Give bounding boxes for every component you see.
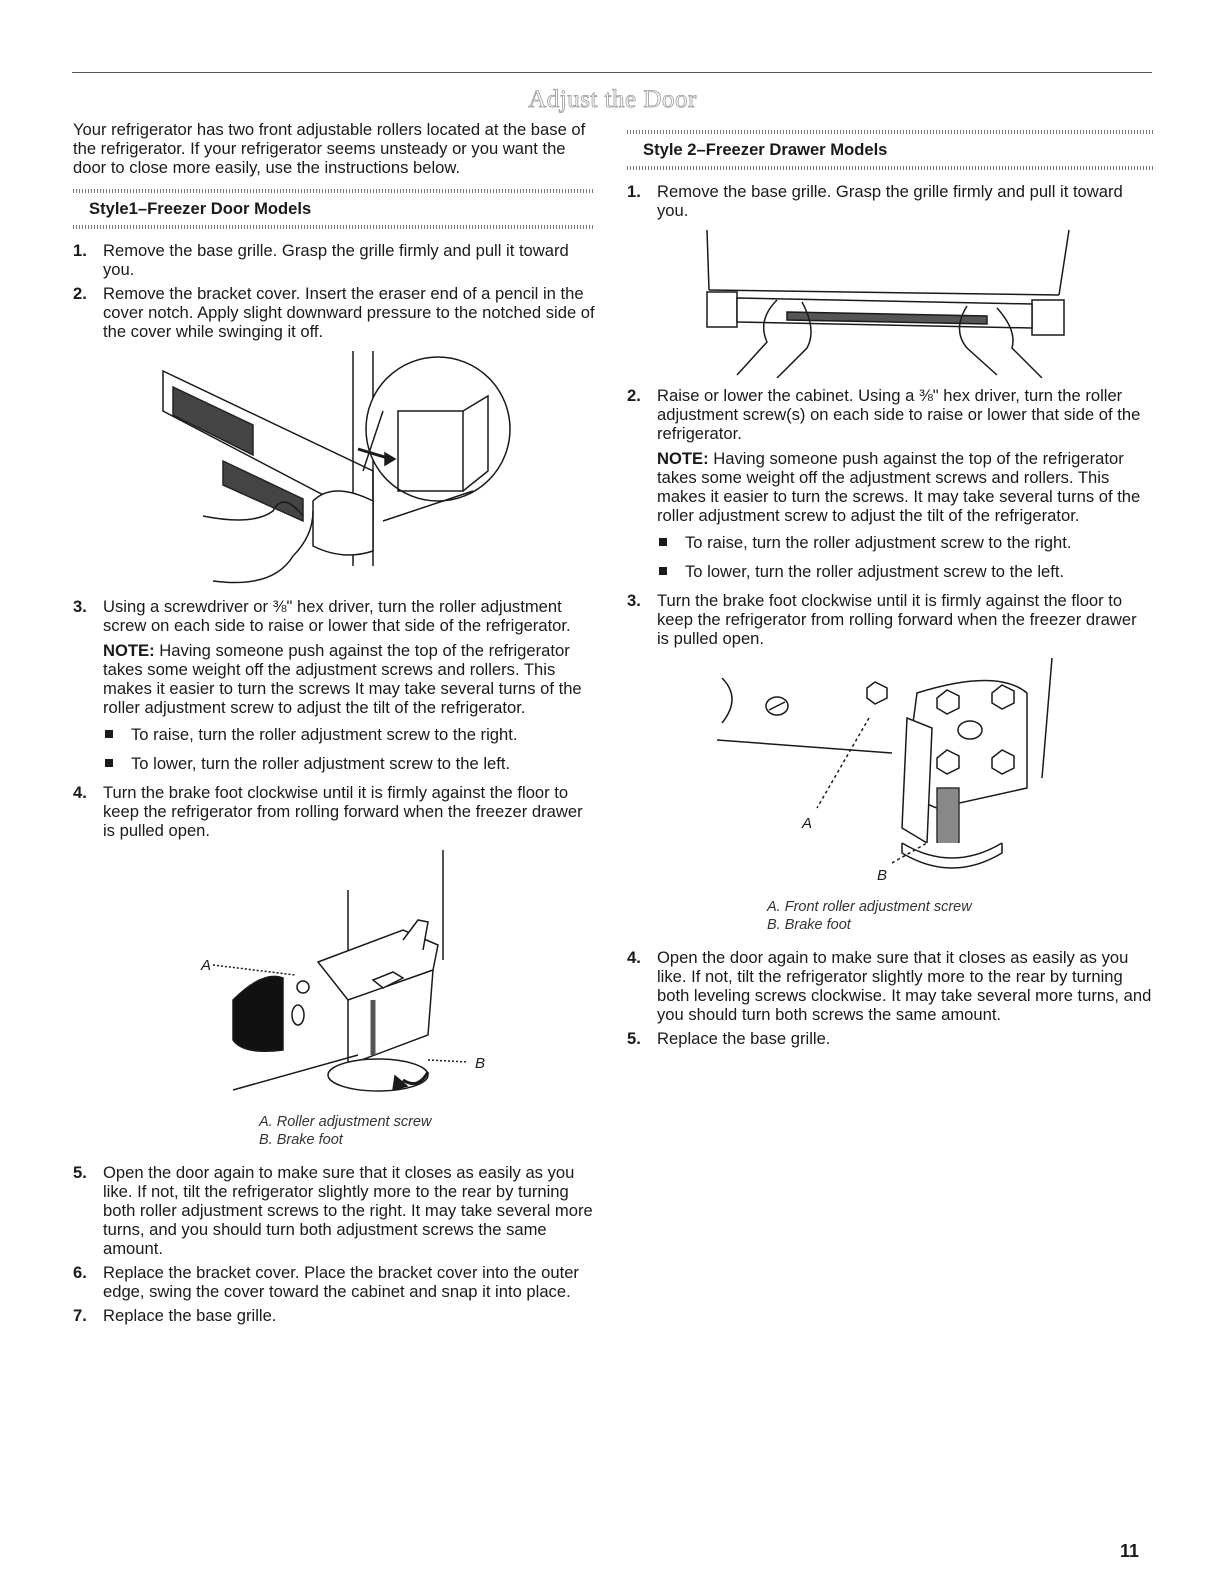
intro-paragraph: Your refrigerator has two front adjustable rollers located at the base of the refrigerator. If your refrigerator seems unsteady or you want the door to close more easily, use the instructions below. bbox=[73, 120, 586, 177]
steps-list bbox=[627, 948, 1153, 1048]
figure-caption bbox=[259, 1113, 595, 1149]
bullet-list bbox=[103, 725, 595, 773]
base-grille-illustration bbox=[697, 230, 1153, 378]
caption-a: A. Roller adjustment screw bbox=[259, 1114, 432, 1130]
step-item bbox=[73, 1306, 595, 1325]
steps-list bbox=[73, 241, 595, 341]
bullet-item bbox=[103, 725, 595, 744]
step-text: Turn the brake foot clockwise until it is firmly against the floor to keep the refrigerator from rolling forward when the freezer drawer is pulled open. bbox=[103, 783, 583, 840]
caption-a: A. Front roller adjustment screw bbox=[767, 899, 972, 915]
step-item bbox=[73, 1263, 595, 1301]
note-label: NOTE: bbox=[657, 449, 709, 468]
caption-b: B. Brake foot bbox=[259, 1132, 343, 1148]
step-text: Raise or lower the cabinet. Using a ⅜" hex driver, turn the roller adjustment screw(s) on each side to raise or lower that side of the refrigerator. bbox=[657, 386, 1141, 443]
step-text: Remove the base grille. Grasp the grille firmly and pull it toward you. bbox=[657, 182, 1123, 220]
step-number: 6. bbox=[73, 1263, 87, 1282]
note-text: Having someone push against the top of the refrigerator takes some weight off the adjustment screws and rollers. This makes it easier to turn the screws. It may take several turns of the roller adjustment screw to adjust the tilt of the refrigerator. bbox=[657, 449, 1141, 525]
bracket-cover-illustration bbox=[143, 351, 595, 589]
bullet-text: To raise, turn the roller adjustment screw to the right. bbox=[131, 725, 518, 744]
right-column bbox=[627, 130, 1153, 1053]
step-item bbox=[627, 591, 1153, 648]
section-heading: Style 2–Freezer Drawer Models bbox=[643, 140, 888, 159]
bullet-square-icon bbox=[105, 730, 113, 738]
figure-label-b: B bbox=[475, 1055, 486, 1072]
step-text: Open the door again to make sure that it closes as easily as you like. If not, tilt the refrigerator slightly more to the rear by turning both roller adjustment screws to the right. It may take several more turns, and you should turn both adjustment screws the same amount. bbox=[103, 1163, 593, 1258]
note-text: Having someone push against the top of the refrigerator takes some weight off the adjustment screws and rollers. This makes it easier to turn the screws It may take several turns of the roller adjustment screw to adjust the tilt of the refrigerator. bbox=[103, 641, 582, 717]
figure-label-b: B bbox=[877, 867, 888, 884]
figure-label-a: A bbox=[802, 815, 813, 832]
front-roller-illustration bbox=[697, 658, 1153, 890]
step-number: 3. bbox=[627, 591, 641, 610]
note-paragraph bbox=[103, 641, 595, 717]
step-item bbox=[627, 1029, 1153, 1048]
note-paragraph bbox=[657, 449, 1153, 525]
step-text: Remove the base grille. Grasp the grille firmly and pull it toward you. bbox=[103, 241, 569, 279]
step-number: 4. bbox=[73, 783, 87, 802]
top-rule bbox=[72, 72, 1152, 73]
step-item bbox=[73, 783, 595, 840]
step-text: Using a screwdriver or ⅜" hex driver, turn the roller adjustment screw on each side to raise or lower that side of the refrigerator. bbox=[103, 597, 571, 635]
step-number: 2. bbox=[627, 386, 641, 405]
bullet-square-icon bbox=[659, 567, 667, 575]
bullet-square-icon bbox=[105, 759, 113, 767]
bullet-list bbox=[657, 533, 1153, 581]
steps-list bbox=[627, 386, 1153, 648]
bullet-item bbox=[657, 562, 1153, 581]
bullet-item bbox=[657, 533, 1153, 552]
steps-list bbox=[627, 182, 1153, 220]
bullet-item bbox=[103, 754, 595, 773]
step-text: Replace the base grille. bbox=[103, 1306, 277, 1325]
step-text: Open the door again to make sure that it closes as easily as you like. If not, tilt the refrigerator slightly more to the rear by turning both leveling screws clockwise. It may take several more turns, and you should turn both screws the same amount. bbox=[657, 948, 1152, 1024]
step-item bbox=[627, 386, 1153, 581]
step-text: Remove the bracket cover. Insert the eraser end of a pencil in the cover notch. Apply slight downward pressure to the notched side of the cover while swinging it off. bbox=[103, 284, 595, 341]
step-number: 3. bbox=[73, 597, 87, 616]
bullet-text: To raise, turn the roller adjustment screw to the right. bbox=[685, 533, 1072, 552]
section-header-style1 bbox=[73, 189, 595, 229]
page-title: Adjust the Door bbox=[528, 86, 697, 113]
bullet-text: To lower, turn the roller adjustment screw to the left. bbox=[685, 562, 1065, 581]
step-number: 1. bbox=[627, 182, 641, 201]
section-heading: Style1–Freezer Door Models bbox=[89, 199, 312, 218]
step-number: 5. bbox=[73, 1163, 87, 1182]
hatch-rule bbox=[627, 166, 1153, 170]
step-text: Turn the brake foot clockwise until it is firmly against the floor to keep the refrigerator from rolling forward when the freezer drawer is pulled open. bbox=[657, 591, 1137, 648]
step-item bbox=[73, 1163, 595, 1258]
step-item bbox=[73, 597, 595, 773]
step-number: 1. bbox=[73, 241, 87, 260]
brake-foot-illustration bbox=[73, 850, 595, 1105]
figure-caption bbox=[767, 898, 1153, 934]
section-header-style2 bbox=[627, 130, 1153, 170]
step-item bbox=[627, 182, 1153, 220]
step-number: 7. bbox=[73, 1306, 87, 1325]
caption-b: B. Brake foot bbox=[767, 917, 851, 933]
steps-list bbox=[73, 1163, 595, 1325]
note-label: NOTE: bbox=[103, 641, 155, 660]
step-item bbox=[73, 241, 595, 279]
step-item bbox=[627, 948, 1153, 1024]
hatch-rule bbox=[73, 225, 595, 229]
step-number: 2. bbox=[73, 284, 87, 303]
bullet-text: To lower, turn the roller adjustment screw to the left. bbox=[131, 754, 511, 773]
step-text: Replace the bracket cover. Place the bracket cover into the outer edge, swing the cover toward the cabinet and snap it into place. bbox=[103, 1263, 579, 1301]
bullet-square-icon bbox=[659, 538, 667, 546]
step-number: 5. bbox=[627, 1029, 641, 1048]
figure-label-a: A bbox=[201, 957, 212, 974]
step-number: 4. bbox=[627, 948, 641, 967]
left-column bbox=[73, 120, 595, 1330]
step-item bbox=[73, 284, 595, 341]
steps-list bbox=[73, 597, 595, 840]
step-text: Replace the base grille. bbox=[657, 1029, 831, 1048]
page-number: 11 bbox=[1119, 1541, 1139, 1561]
